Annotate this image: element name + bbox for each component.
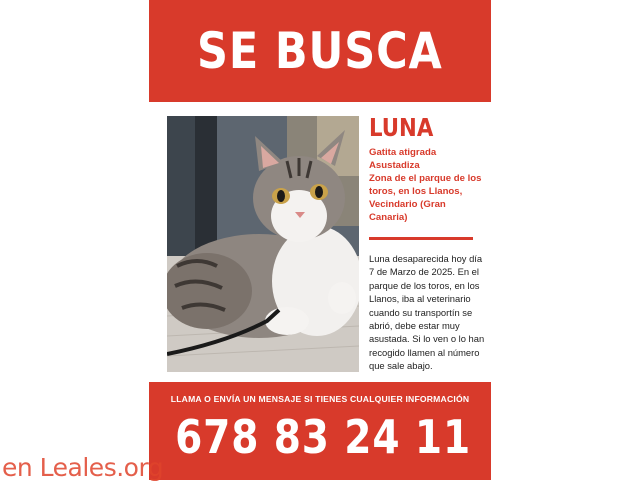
trait-item: Zona de el parque de los toros, en los Llanos, Vecindario (Gran Canaria)	[369, 173, 482, 223]
phone-number[interactable]	[149, 410, 491, 464]
story-text: Luna desaparecida hoy día 7 de Marzo de 2025. En el parque de los toros, en los Llanos, iba al veterinario cuando su transportín se abrió, debe estar muy asustada. Si lo ven o lo han recogido llamen al número que sale abajo.	[369, 253, 485, 372]
headline: SE BUSCA	[197, 22, 443, 80]
trait-item: Asustadiza	[369, 160, 420, 171]
cat-name: LUNA	[369, 113, 434, 142]
cat-traits	[369, 146, 485, 224]
contact-banner	[149, 382, 491, 480]
call-to-action: LLAMA O ENVÍA UN MENSAJE SI TIENES CUALQUIER INFORMACIÓN	[170, 394, 470, 404]
cat-photo	[167, 116, 359, 372]
lost-cat-poster	[149, 0, 491, 480]
trait-item: Gatita atigrada	[369, 147, 437, 158]
headline-banner	[149, 0, 491, 102]
phone-number-text: 678 83 24 11	[175, 410, 472, 464]
site-watermark: en Leales.org	[2, 453, 164, 482]
divider-line	[369, 237, 473, 240]
